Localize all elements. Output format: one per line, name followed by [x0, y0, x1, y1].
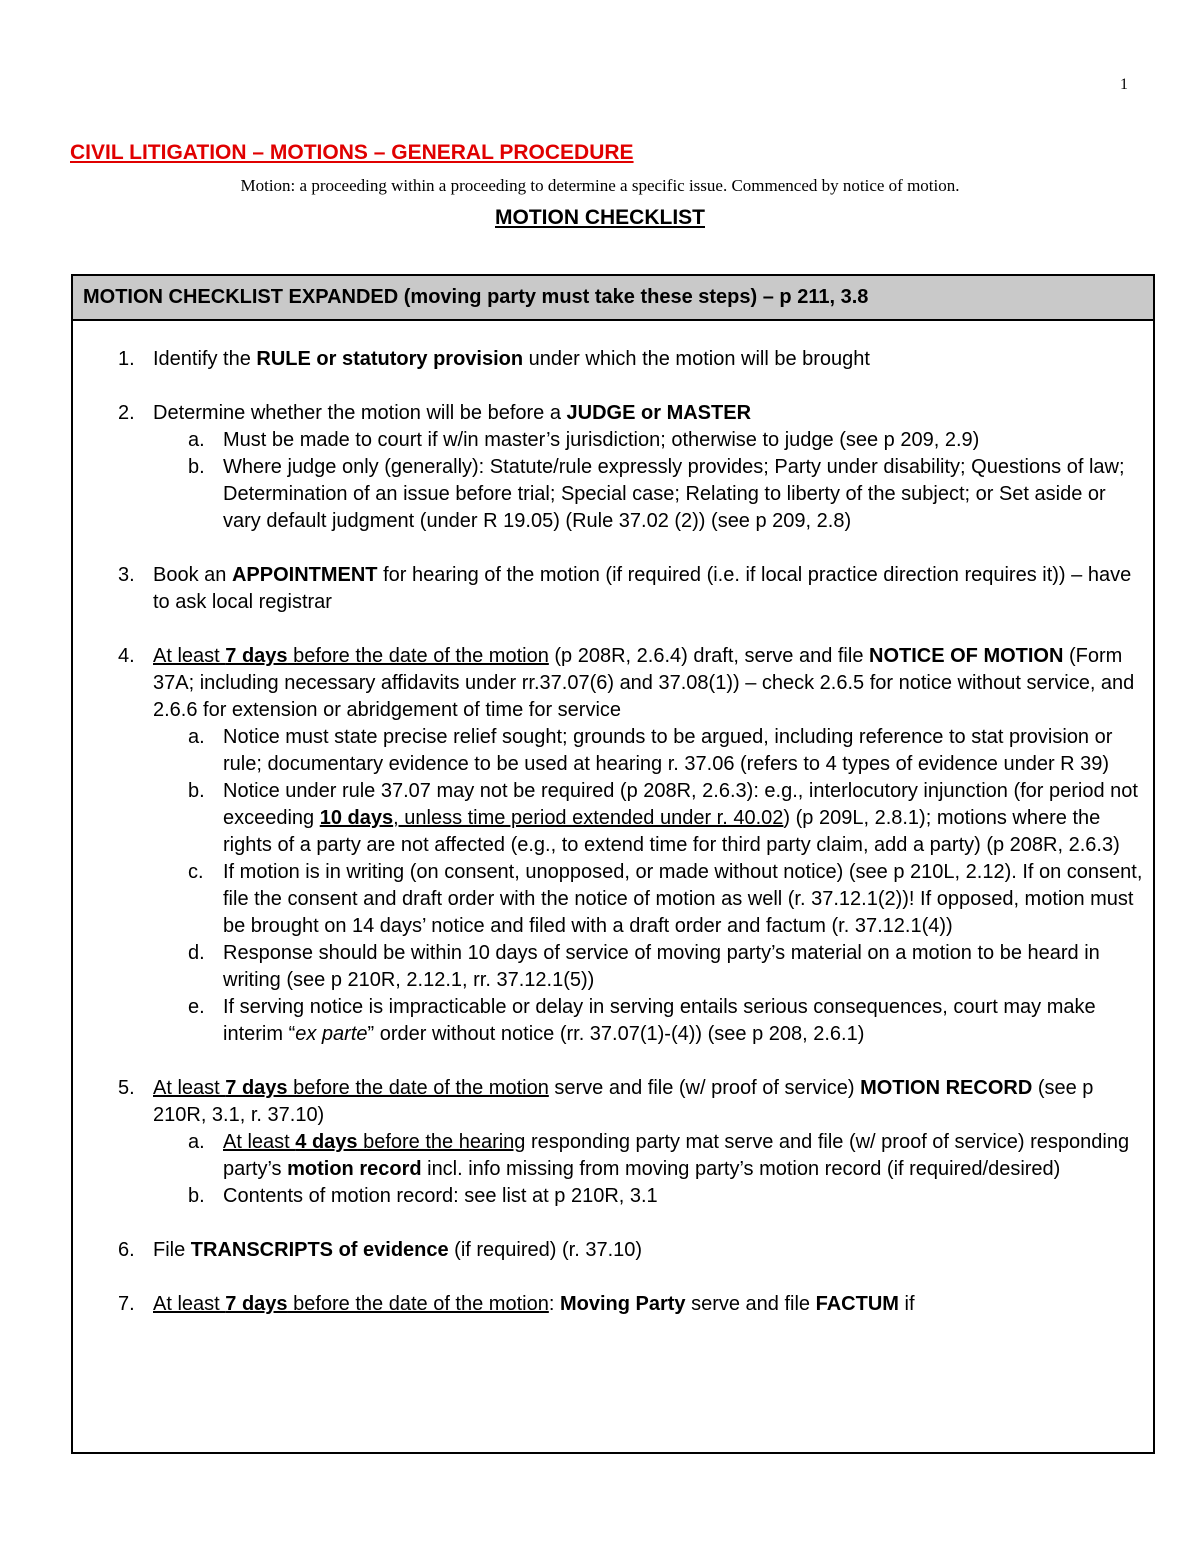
deadline-text: before the hearing: [357, 1131, 526, 1153]
deadline-text: , unless time period extended under r. 40.02: [393, 807, 784, 829]
checklist-steps: [73, 346, 1153, 1345]
deadline-text: At least: [153, 645, 226, 667]
sub-letter: a.: [188, 1131, 205, 1153]
step-text: (Form 37A; including necessary affidavits under rr.37.07(6) and 37.08(1)) – check 2.6.5 for notice without service, and 2.6.6 for extension or abridgement of time for service: [153, 645, 1135, 721]
sub-letter: b.: [188, 1185, 205, 1207]
step-text: :: [548, 1293, 560, 1315]
step-number: 4.: [118, 645, 135, 667]
step-emphasis: Moving Party: [559, 1293, 686, 1315]
deadline-days: 4 days: [295, 1131, 358, 1153]
sub-letter: b.: [188, 456, 205, 478]
sub-text: responding party mat serve and file (w/ proof of service) responding party’s: [223, 1131, 1130, 1180]
checklist-heading: MOTION CHECKLIST: [495, 206, 705, 229]
step-number: 3.: [118, 564, 135, 586]
substep-4e: [153, 994, 1143, 1048]
substep-4c: [153, 859, 1143, 940]
step-emphasis: TRANSCRIPTS of evidence: [190, 1239, 449, 1261]
sub-text: Notice must state precise relief sought; grounds to be argued, including reference to stat provision or rule; documentary evidence to be used at hearing r. 37.06 (refers to 4 types of evidence under R 39): [223, 726, 1113, 775]
step-number: 1.: [118, 348, 135, 370]
sub-letter: b.: [188, 780, 205, 802]
step-emphasis: APPOINTMENT: [231, 564, 378, 586]
step-text: (p 208R, 2.6.4) draft, serve and file: [548, 645, 869, 667]
step-1: [73, 346, 1153, 373]
substep-4b: [153, 778, 1143, 859]
step-number: 5.: [118, 1077, 135, 1099]
deadline-text: before the date of the motion: [287, 1077, 549, 1099]
step-text: (if required) (r. 37.10): [448, 1239, 643, 1261]
substep-2a: [153, 427, 1143, 454]
sub-text: Where judge only (generally): Statute/rule expressly provides; Party under disability; Questions of law; Determination of an issue before trial; Special case; Relating to liberty of the subject; or Set aside or vary default judgment (under R 19.05) (Rule 37.02 (2)) (see p 209, 2.8): [223, 456, 1125, 532]
substep-5b: [153, 1183, 1143, 1210]
step-number: 6.: [118, 1239, 135, 1261]
sub-letter: d.: [188, 942, 205, 964]
checklist-table-header: MOTION CHECKLIST EXPANDED (moving party must take these steps) – p 211, 3.8: [73, 276, 1153, 321]
sub-list: [153, 1129, 1143, 1210]
step-emphasis: NOTICE OF MOTION: [869, 645, 1064, 667]
step-text: if: [898, 1293, 915, 1315]
motion-definition: Motion: a proceeding within a proceeding to determine a specific issue. Commenced by notice of motion.: [240, 176, 960, 195]
step-2: [73, 400, 1153, 535]
step-number: 7.: [118, 1293, 135, 1315]
step-text: serve and file (w/ proof of service): [548, 1077, 861, 1099]
sub-letter: a.: [188, 429, 205, 451]
sub-text: Notice under rule 37.07 may not be required (p 208R, 2.6.3): e.g., interlocutory injunction (for period not exceeding: [223, 780, 1138, 829]
sub-text: ) (p 209L, 2.8.1); motions where the rights of a party are not affected (e.g., to extend time for third party claim, add a party) (p 208R, 2.6.3): [223, 807, 1120, 856]
substep-4d: [153, 940, 1143, 994]
step-emphasis: JUDGE or MASTER: [566, 402, 752, 424]
deadline-text: At least: [223, 1131, 296, 1153]
substep-2b: [153, 454, 1143, 535]
substep-4a: [153, 724, 1143, 778]
sub-text: If motion is in writing (on consent, unopposed, or made without notice) (see p 210L, 2.12). If on consent, file the consent and draft order with the notice of motion as well (r. 37.12.1(2))! If opposed, motion must be brought on 14 days’ notice and filed with a draft order and factum (r. 37.12.1(4)): [223, 861, 1143, 937]
sub-text: incl. info missing from moving party’s motion record (if required/desired): [421, 1158, 1061, 1180]
step-4: [73, 643, 1153, 1048]
deadline-days: 10 days: [319, 807, 394, 829]
sub-list: [153, 724, 1143, 1048]
step-text: (see p 210R, 3.1, r. 37.10): [153, 1077, 1094, 1126]
step-emphasis: FACTUM: [815, 1293, 899, 1315]
sub-letter: a.: [188, 726, 205, 748]
deadline-days: 7 days: [225, 1077, 288, 1099]
sub-text: ” order without notice (rr. 37.07(1)-(4)) (see p 208, 2.6.1): [367, 1023, 865, 1045]
sub-list: [153, 427, 1143, 535]
step-text: Determine whether the motion will be before a: [153, 402, 567, 424]
step-3: [73, 562, 1153, 616]
step-text: Book an: [153, 564, 232, 586]
sub-letter: e.: [188, 996, 205, 1018]
latin-term: ex parte: [295, 1023, 368, 1045]
deadline-text: At least: [153, 1077, 226, 1099]
sub-text: Contents of motion record: see list at p 210R, 3.1: [223, 1185, 658, 1207]
step-emphasis: RULE or statutory provision: [256, 348, 524, 370]
page-number: 1: [1120, 76, 1128, 93]
checklist-table: [71, 274, 1155, 1454]
step-5: [73, 1075, 1153, 1210]
substep-5a: [153, 1129, 1143, 1183]
deadline-days: 7 days: [225, 645, 288, 667]
step-text: for hearing of the motion (if required (i.e. if local practice direction requires it)) – have to ask local registrar: [153, 564, 1132, 613]
document-title: CIVIL LITIGATION – MOTIONS – GENERAL PROCEDURE: [70, 141, 634, 164]
step-7: [73, 1291, 1153, 1318]
deadline-text: before the date of the motion: [287, 645, 549, 667]
deadline-days: 7 days: [225, 1293, 288, 1315]
sub-letter: c.: [188, 861, 204, 883]
step-number: 2.: [118, 402, 135, 424]
deadline-text: before the date of the motion: [287, 1293, 549, 1315]
step-text: serve and file: [685, 1293, 816, 1315]
sub-text: Response should be within 10 days of service of moving party’s material on a motion to be heard in writing (see p 210R, 2.12.1, rr. 37.12.1(5)): [223, 942, 1100, 991]
sub-text: Must be made to court if w/in master’s jurisdiction; otherwise to judge (see p 209, 2.9): [223, 429, 980, 451]
step-6: [73, 1237, 1153, 1264]
step-text: File: [153, 1239, 191, 1261]
step-emphasis: MOTION RECORD: [860, 1077, 1033, 1099]
step-text: under which the motion will be brought: [523, 348, 870, 370]
deadline-text: At least: [153, 1293, 226, 1315]
step-text: Identify the: [153, 348, 257, 370]
sub-text: If serving notice is impracticable or delay in serving entails serious consequences, court may make interim “: [223, 996, 1096, 1045]
sub-emphasis: motion record: [287, 1158, 422, 1180]
